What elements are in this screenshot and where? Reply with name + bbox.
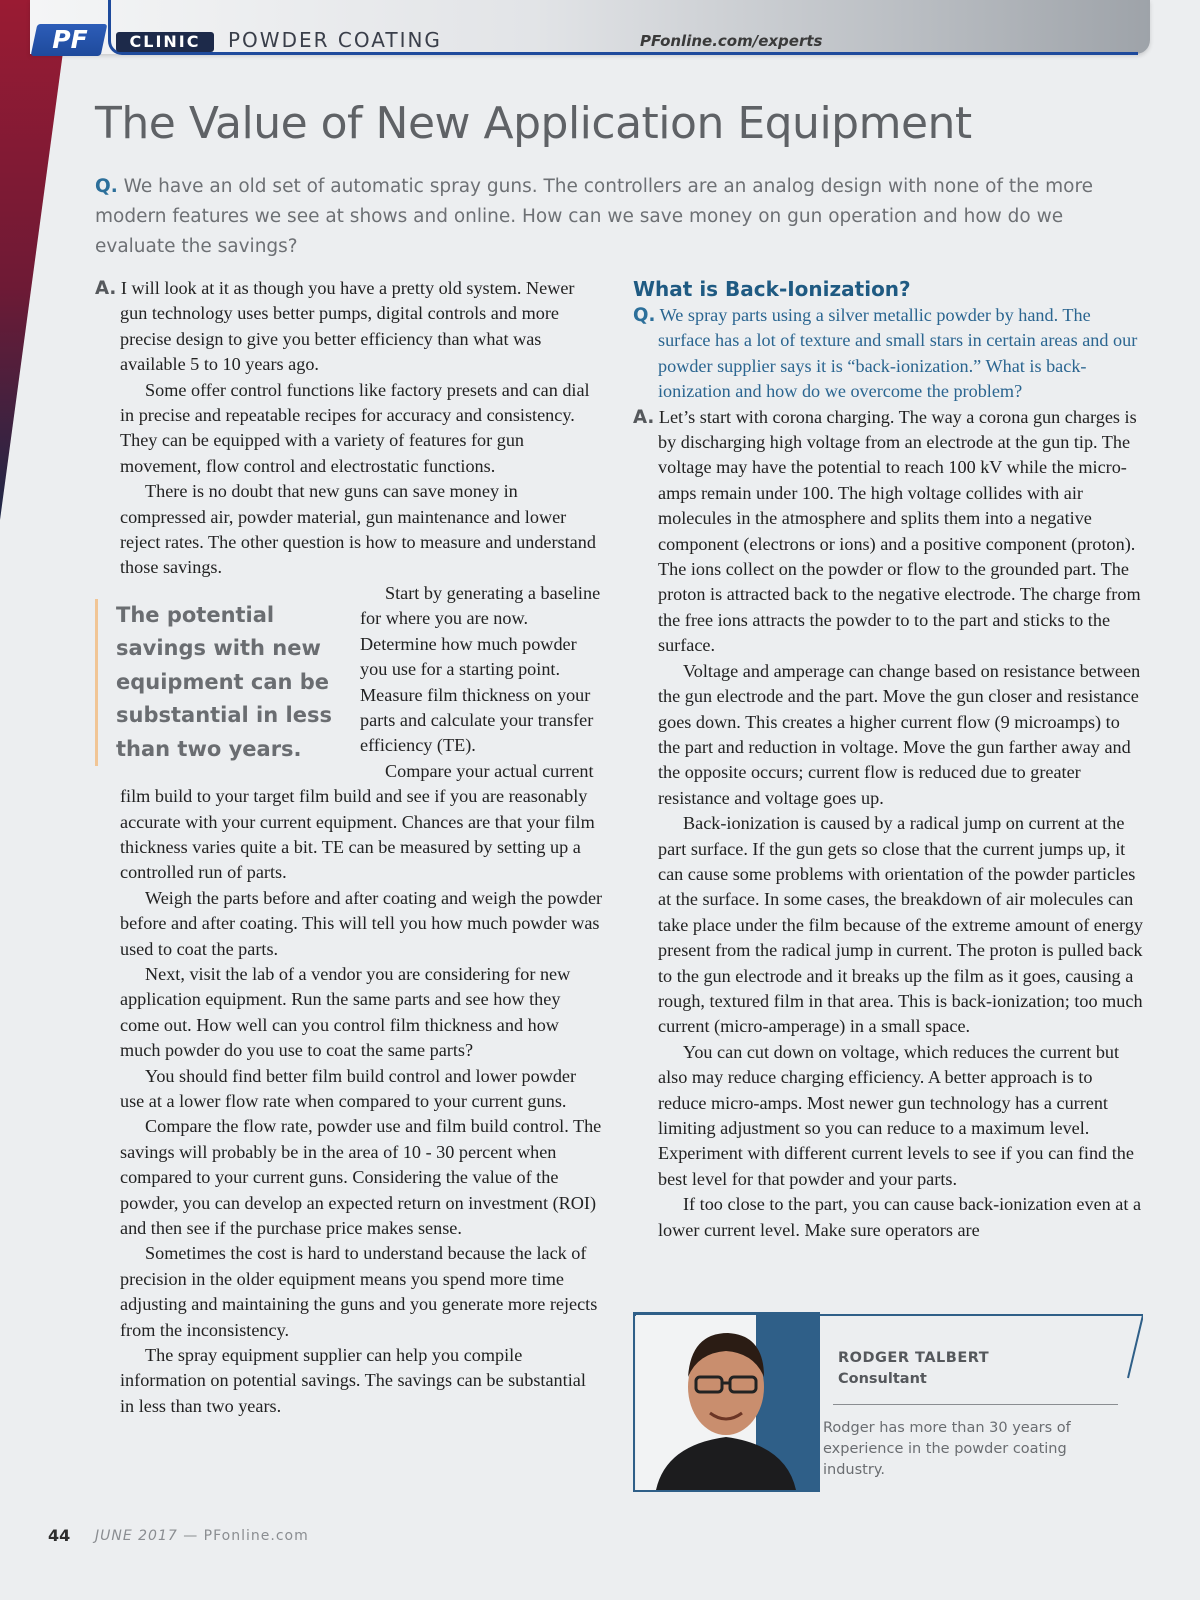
body-paragraph: Back-ionization is caused by a radical jump on current at the part surface. If the gun gets so close that the current jumps up, it can cause some problems with orientation of the powder particles at the surface. In some cases, the breakdown of air molecules can take place under the film because of the extreme amount of energy present from the radical jump in current. The proton is pulled back to the gun electrode and it breaks up the film as it goes, causing a rough, textured film in that area. This is back-ionization; too much current (micro-amperage) in a small space.: [658, 813, 1143, 1037]
intro-question: [95, 172, 1135, 262]
sidebar-question: [633, 303, 1143, 405]
author-name: RODGER TALBERT: [838, 1350, 990, 1366]
pf-logo-text: PF: [52, 25, 88, 54]
body-paragraph: You should find better film build control and lower powder use at a lower flow rate when compared to your current guns.: [120, 1065, 577, 1111]
pull-quote: The potential savings with new equipment can be substantial in less than two years.: [95, 599, 338, 767]
article-title: The Value of New Application Equipment: [95, 98, 972, 149]
body-paragraph: Weigh the parts before and after coating and weigh the powder before and after coating. This will tell you how much powder was used to coat the parts.: [120, 887, 603, 959]
left-column: [95, 276, 603, 1419]
body-paragraph: If too close to the part, you can cause back-ionization even at a lower current level. Make sure operators are: [658, 1194, 1142, 1240]
body-paragraph: Start by generating a baseline for where you are now. Determine how much powder you use for a starting point. Measure film thickness on your parts and calculate your transfer efficiency (TE).: [360, 582, 601, 756]
sidebar-heading: What is Back-Ionization?: [633, 277, 911, 301]
author-box: [633, 1312, 1143, 1494]
answer-paragraph: [95, 276, 603, 378]
issue-date: JUNE 2017: [95, 1528, 178, 1544]
body-paragraph: Sometimes the cost is hard to understand because the lack of precision in the older equipment means you spend more time adjusting and maintaining the guns and you generate more rejects from the inconsistency.: [120, 1243, 598, 1340]
sidebar-answer: [633, 405, 1143, 659]
section-label: POWDER COATING: [228, 28, 442, 52]
body-paragraph: You can cut down on voltage, which reduces the current but also may reduce charging efficiency. A better approach is to reduce micro-amps. Most newer gun technology has a current limiting adjustment so you can reduce to a maximum level. Experiment with different current levels to see if you can find the best level for that powder and your parts.: [658, 1041, 1134, 1189]
body-text: Let’s start with corona charging. The way a corona gun charges is by discharging high voltage from an electrode at the gun tip. The voltage may have the potential to reach 100 kV while the micro-amps remain under 100. The high voltage collides with air molecules in the atmosphere and splits them into a negative component (electrons or ions) and a positive component (proton). The ions collect on the powder or flow to the grounded part. The proton is attracted back to the negative electrode. The charge from the free ions attracts the powder to to the part and sticks to the surface.: [658, 406, 1141, 656]
intro-q-marker: Q.: [95, 176, 118, 197]
footer-site: — PFonline.com: [183, 1528, 309, 1544]
author-bio: Rodger has more than 30 years of experience in the powder coating industry.: [823, 1420, 1071, 1478]
body-paragraph: Compare your actual current film build to your target film build and see if you are reasonably accurate with your current equipment. Chances are that your film thickness varies quite a bit. TE can be measured by setting up a controlled run of parts.: [120, 760, 595, 883]
author-photo-frame: [633, 1312, 820, 1492]
body-paragraph: There is no doubt that new guns can save money in compressed air, powder material, gun maintenance and lower reject rates. The other question is how to measure and understand those savings.: [120, 481, 596, 578]
right-column: [633, 276, 1143, 1243]
intro-question-text: We have an old set of automatic spray guns. The controllers are an analog design with none of the more modern features we see at shows and online. How can we save money on gun operation and how do we evaluate the savings?: [95, 176, 1094, 257]
author-divider: [833, 1404, 1118, 1405]
page-number: 44: [48, 1526, 71, 1545]
clinic-badge: CLINIC: [116, 32, 214, 52]
page-edge-decoration: [0, 0, 70, 520]
header-url: PFonline.com/experts: [640, 32, 823, 50]
sidebar-q-marker: Q.: [633, 305, 656, 326]
answer-marker: A.: [95, 278, 117, 299]
sidebar-a-marker: A.: [633, 406, 655, 428]
body-paragraph: Some offer control functions like factory presets and can dial in precise and repeatable recipes for accuracy and consistency. They can be equipped with a variety of features for gun movement, flow control and electrostatic functions.: [120, 379, 590, 476]
body-paragraph: Compare the flow rate, powder use and film build control. The savings will probably be in the area of 10 - 30 percent when compared to your current guns. Considering the value of the powder, you can develop an expected return on investment (ROI) and then see if the purchase price makes sense.: [120, 1116, 602, 1239]
body-paragraph: Next, visit the lab of a vendor you are considering for new application equipment. Run the same parts and see how they come out. How well can you control film thickness and how much powder do you use to coat the same parts?: [120, 963, 571, 1061]
body-paragraph: Voltage and amperage can change based on resistance between the gun electrode and the part. Move the gun closer and resistance goes down. This creates a higher current flow (9 microamps) to the part and reduction in voltage. Move the gun farther away and the opposite occurs; current flow is reduced due to greater resistance and voltage goes up.: [658, 660, 1141, 808]
sidebar-question-text: We spray parts using a silver metallic powder by hand. The surface has a lot of texture and small stars in certain areas and our powder supplier says it is “back-ionization.” What is back-ionization and how do we overcome the problem?: [658, 305, 1138, 402]
footer-issue: [95, 1528, 309, 1544]
author-title: Consultant: [838, 1371, 927, 1387]
body-paragraph: The spray equipment supplier can help you compile information on potential savings. The savings can be substantial in less than two years.: [120, 1345, 586, 1416]
body-text: I will look at it as though you have a pretty old system. Newer gun technology uses better pumps, digital controls and more precise design to give you better efficiency than what was available 5 to 10 years ago.: [120, 278, 575, 375]
